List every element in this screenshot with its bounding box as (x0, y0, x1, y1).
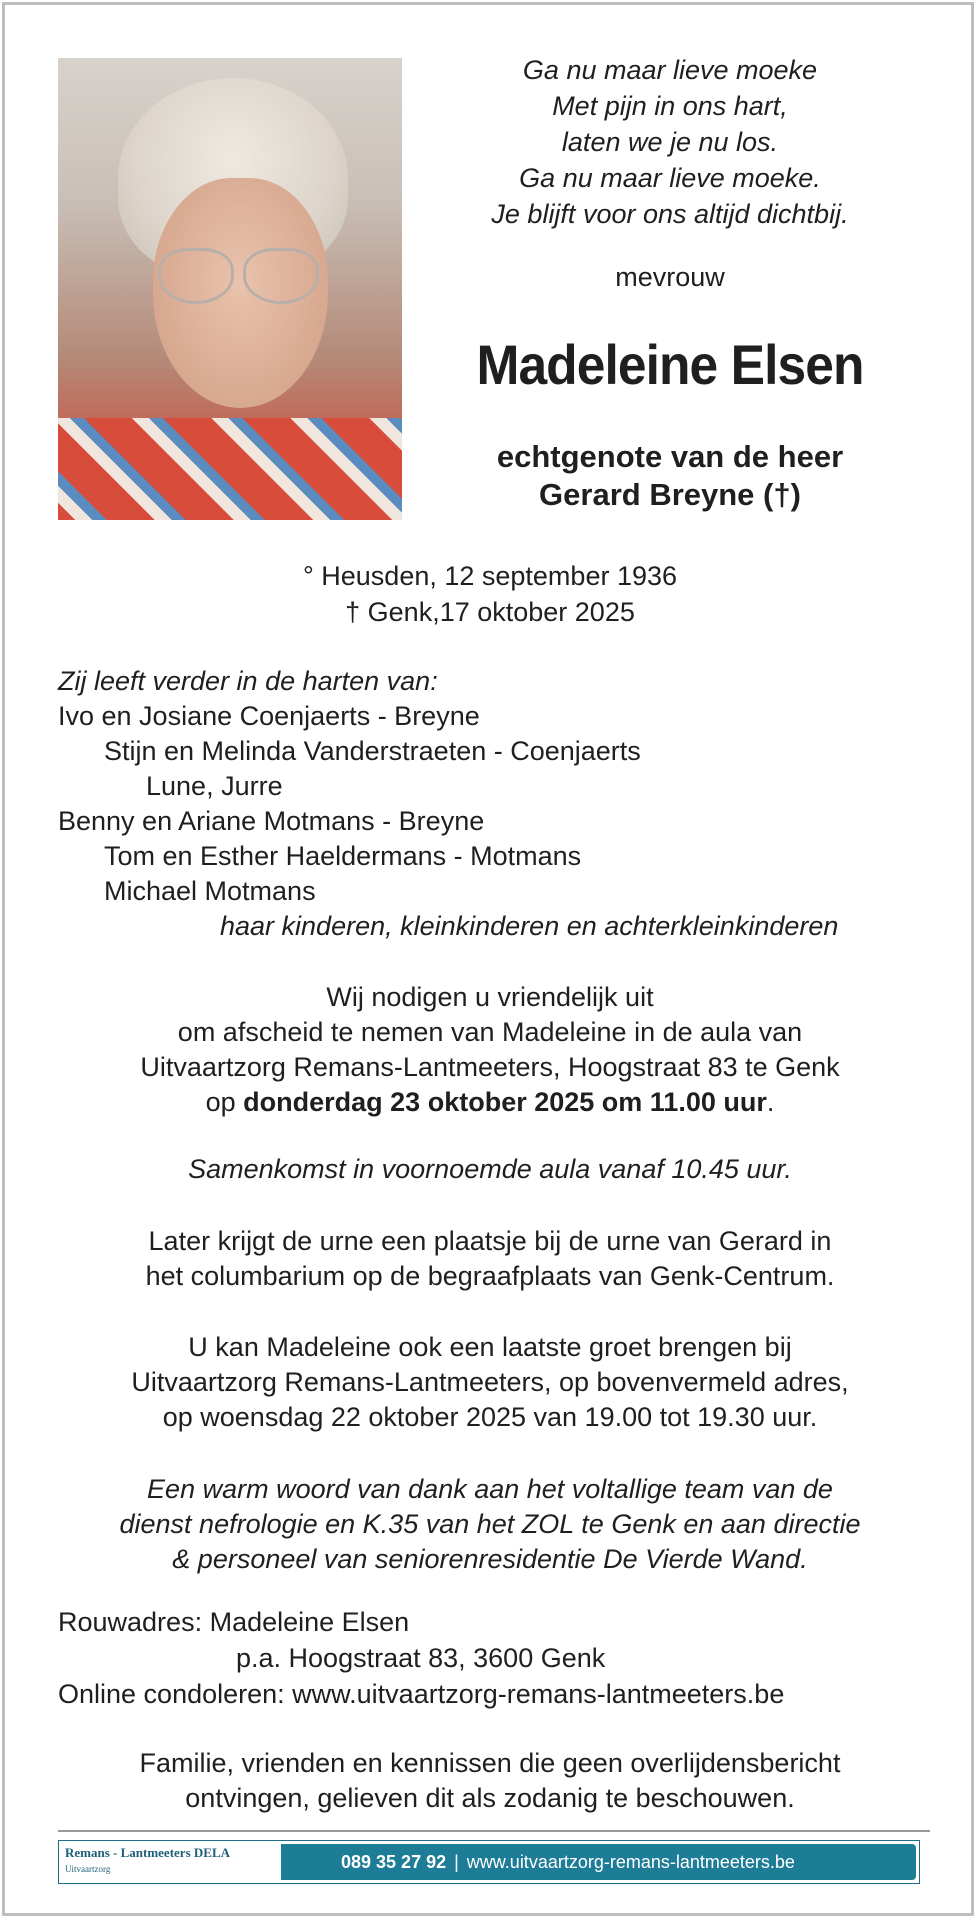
portrait-photo (58, 58, 402, 520)
family-line: Ivo en Josiane Coenjaerts - Breyne (58, 701, 480, 731)
contact-bar (281, 1844, 916, 1880)
spouse-info (430, 438, 910, 514)
family-line: Lune, Jurre (146, 771, 283, 801)
invitation (0, 980, 980, 1120)
closing-line: Familie, vrienden en kennissen die geen overlijdensbericht (139, 1748, 841, 1778)
invitation-date-line (0, 1085, 980, 1120)
invitation-date-prefix: op (205, 1087, 244, 1117)
closing-line: ontvingen, gelieven dit als zodanig te beschouwen. (185, 1783, 795, 1813)
address-line: Rouwadres: Madeleine Elsen (58, 1607, 410, 1637)
brand-subtitle: Uitvaartzorg (65, 1864, 111, 1874)
family-intro: Zij leeft verder in de harten van: (58, 666, 438, 696)
funeral-home-logo (59, 1841, 281, 1883)
family-line: Michael Motmans (104, 876, 316, 906)
visit-line: U kan Madeleine ook een laatste groet brengen bij (188, 1332, 792, 1362)
family-line: Stijn en Melinda Vanderstraeten - Coenjaerts (104, 736, 641, 766)
death-date: † Genk,17 oktober 2025 (345, 597, 635, 627)
funeral-home-footer (58, 1840, 920, 1884)
spouse-line: echtgenote van de heer (496, 439, 844, 474)
dates (0, 558, 980, 630)
brand-name: Remans - Lantmeeters DELA (65, 1845, 231, 1860)
phone-number[interactable]: 089 35 27 92 (341, 1851, 447, 1872)
invitation-date-suffix: . (766, 1087, 775, 1117)
family-list (58, 664, 938, 944)
photo-shirt (58, 418, 402, 520)
condolence-link[interactable]: Online condoleren: www.uitvaartzorg-remans-lantmeeters.be (58, 1679, 785, 1709)
poem-line: Ga nu maar lieve moeke (522, 55, 818, 85)
thanks-line: & personeel van seniorenresidentie De Vierde Wand. (172, 1544, 808, 1574)
poem-line: laten we je nu los. (561, 127, 779, 157)
address-line: p.a. Hoogstraat 83, 3600 Genk (236, 1643, 606, 1673)
footer-divider (58, 1830, 930, 1832)
thanks-note (0, 1472, 980, 1577)
urn-line: het columbarium op de begraafplaats van Genk-Centrum. (145, 1261, 835, 1291)
thanks-line: dienst nefrologie en K.35 van het ZOL te Genk en aan directie (119, 1509, 861, 1539)
family-signature: haar kinderen, kleinkinderen en achterkleinkinderen (220, 911, 839, 941)
visit-note (0, 1330, 980, 1435)
invitation-line: Wij nodigen u vriendelijk uit (326, 982, 654, 1012)
poem-line: Ga nu maar lieve moeke. (519, 163, 821, 193)
poem (430, 52, 910, 232)
gathering-note: Samenkomst in voornoemde aula vanaf 10.45 uur. (188, 1154, 792, 1184)
ceremony-datetime: donderdag 23 oktober 2025 om 11.00 uur (243, 1087, 767, 1117)
website-link[interactable]: www.uitvaartzorg-remans-lantmeeters.be (466, 1851, 795, 1872)
photo-glasses-left (158, 248, 234, 304)
separator: | (454, 1851, 459, 1872)
urn-line: Later krijgt de urne een plaatsje bij de urne van Gerard in (148, 1226, 832, 1256)
visit-line: Uitvaartzorg Remans-Lantmeeters, op bovenvermeld adres, (131, 1367, 849, 1397)
family-line: Benny en Ariane Motmans - Breyne (58, 806, 485, 836)
poem-line: Met pijn in ons hart, (552, 91, 788, 121)
thanks-line: Een warm woord van dank aan het voltallige team van de (147, 1474, 833, 1504)
poem-line: Je blijft voor ons altijd dichtbij. (491, 199, 849, 229)
deceased-name: Madeleine Elsen (476, 333, 864, 396)
mourning-address (58, 1604, 938, 1712)
title-prefix: mevrouw (615, 262, 725, 292)
visit-line: op woensdag 22 oktober 2025 van 19.00 tot 19.30 uur. (162, 1402, 818, 1432)
photo-glasses-right (243, 248, 319, 304)
invitation-line: Uitvaartzorg Remans-Lantmeeters, Hoogstraat 83 te Genk (140, 1052, 840, 1082)
urn-note (0, 1224, 980, 1294)
closing-note (0, 1746, 980, 1816)
family-line: Tom en Esther Haeldermans - Motmans (104, 841, 582, 871)
birth-date: ° Heusden, 12 september 1936 (302, 561, 678, 591)
spouse-name: Gerard Breyne (†) (539, 477, 801, 512)
invitation-line: om afscheid te nemen van Madeleine in de aula van (177, 1017, 803, 1047)
